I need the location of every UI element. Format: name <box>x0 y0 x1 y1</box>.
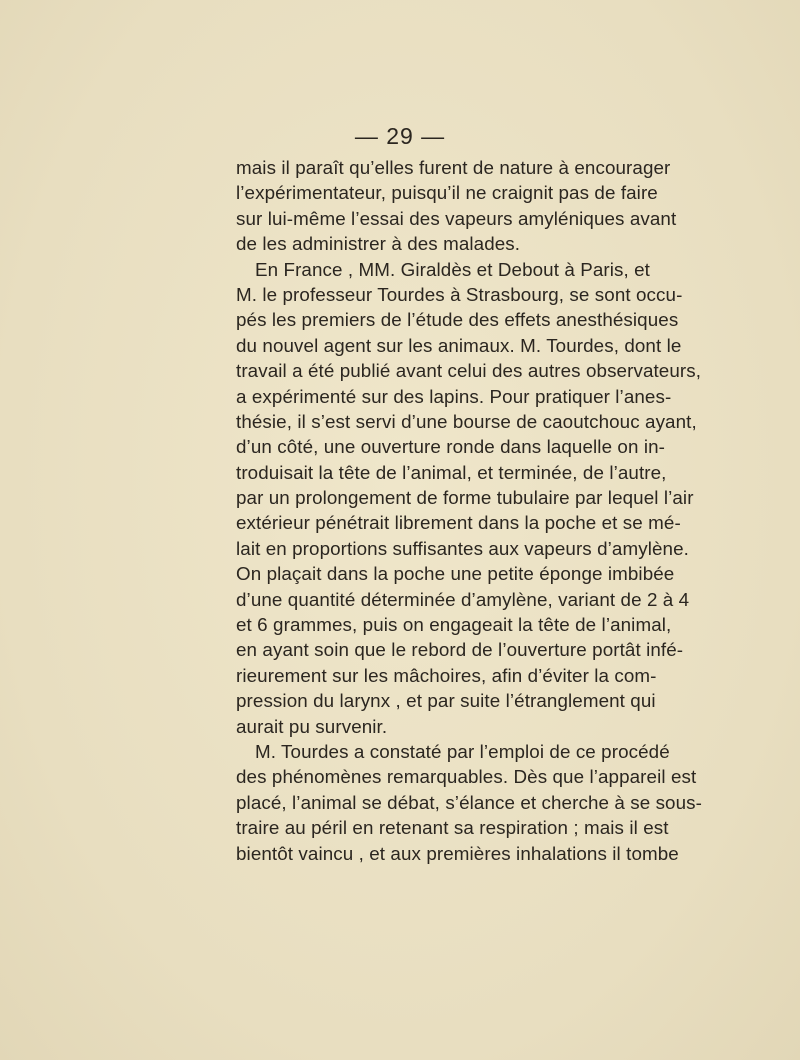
text-line: rieurement sur les mâchoires, afin d’éviter la com- <box>236 664 657 686</box>
text-line: pés les premiers de l’étude des effets anesthésiques <box>236 309 679 331</box>
text-line: du nouvel agent sur les animaux. M. Tourdes, dont le <box>236 334 682 356</box>
text-line: bientôt vaincu , et aux premières inhalations il tombe <box>236 842 679 864</box>
text-line: d’une quantité déterminée d’amylène, variant de 2 à 4 <box>236 588 690 610</box>
text-line: thésie, il s’est servi d’une bourse de caoutchouc ayant, <box>236 410 697 432</box>
text-line: M. Tourdes a constaté par l’emploi de ce procédé <box>255 740 670 762</box>
text-line: mais il paraît qu’elles furent de nature à encourager <box>236 157 671 178</box>
text-line: M. le professeur Tourdes à Strasbourg, se sont occu- <box>236 283 683 305</box>
text-line: aurait pu survenir. <box>236 715 388 737</box>
text-line: de les administrer à des malades. <box>236 233 521 255</box>
text-line: En France , MM. Giraldès et Debout à Paris, et <box>255 258 650 280</box>
text-line: en ayant soin que le rebord de l’ouverture portât infé- <box>236 639 684 661</box>
text-line: On plaçait dans la poche une petite éponge imbibée <box>236 563 675 585</box>
text-line: pression du larynx , et par suite l’étranglement qui <box>236 690 656 712</box>
text-line: extérieur pénétrait librement dans la poche et se mé- <box>236 512 681 534</box>
text-line: et 6 grammes, puis on engageait la tête de l’animal, <box>236 614 672 636</box>
text-line: travail a été publié avant celui des autres observateurs, <box>236 360 702 382</box>
text-line: traire au péril en retenant sa respiration ; mais il est <box>236 817 669 839</box>
text-line: l’expérimentateur, puisqu’il ne craignit pas de faire <box>236 182 658 204</box>
text-line: lait en proportions suffisantes aux vapeurs d’amylène. <box>236 537 689 559</box>
text-line: placé, l’animal se débat, s’élance et cherche à se sous- <box>236 791 702 813</box>
body-text <box>236 155 702 866</box>
text-line: troduisait la tête de l’animal, et terminée, de l’autre, <box>236 461 667 483</box>
page-number: — 29 — <box>354 123 446 149</box>
text-line: sur lui-même l’essai des vapeurs amyléniques avant <box>236 207 677 229</box>
text-line: des phénomènes remarquables. Dès que l’appareil est <box>236 766 697 788</box>
text-line: par un prolongement de forme tubulaire par lequel l’air <box>236 487 694 509</box>
text-line: d’un côté, une ouverture ronde dans laquelle on in- <box>236 436 666 458</box>
text-line: a expérimenté sur des lapins. Pour pratiquer l’anes- <box>236 385 672 407</box>
